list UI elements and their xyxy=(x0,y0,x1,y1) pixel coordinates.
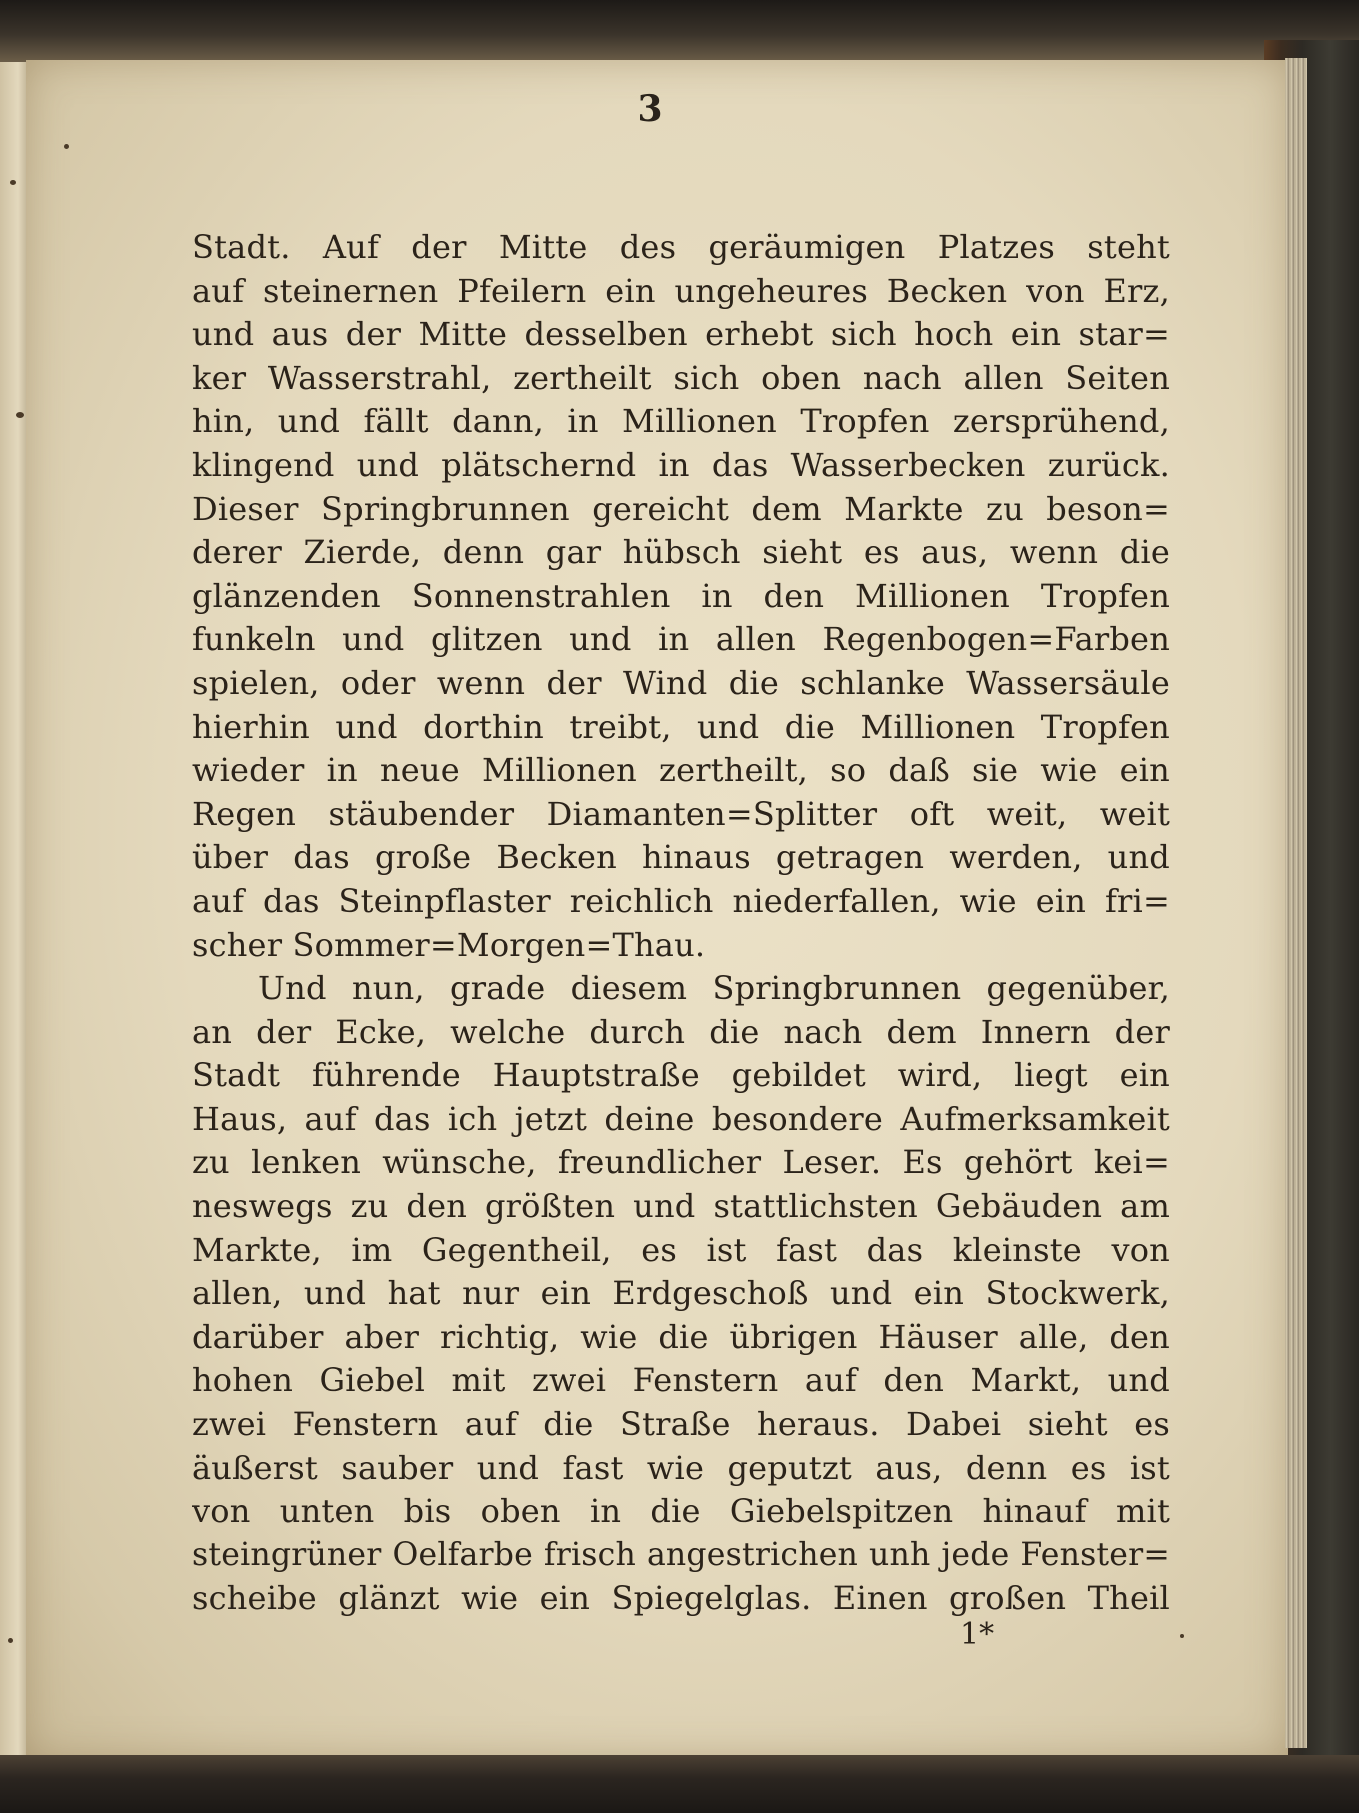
text-line: derer Zierde, denn gar hübsch sieht es aus, wenn die xyxy=(192,533,1170,572)
text-line: Regen stäubender Diamanten=Splitter oft weit, weit xyxy=(192,794,1170,833)
text-line: glänzenden Sonnenstrahlen in den Millionen Tropfen xyxy=(192,576,1170,615)
text-line: spielen, oder wenn der Wind die schlanke Wassersäule xyxy=(192,663,1170,702)
paper-speck xyxy=(16,412,24,418)
text-line: zu lenken wünsche, freundlicher Leser. Es gehört kei= xyxy=(192,1143,1170,1182)
body-text xyxy=(192,226,1170,1621)
text-line: Und nun, grade diesem Springbrunnen gegenüber, xyxy=(258,969,1170,1008)
page-stack-edges xyxy=(1285,58,1307,1748)
text-line: und aus der Mitte desselben erhebt sich hoch ein star= xyxy=(192,315,1170,354)
text-line: scheibe glänzt wie ein Spiegelglas. Einen großen Theil xyxy=(192,1579,1170,1618)
text-line: über das große Becken hinaus getragen werden, und xyxy=(192,838,1170,877)
page-number: 3 xyxy=(637,88,663,130)
text-line: äußerst sauber und fast wie geputzt aus, denn es ist xyxy=(192,1448,1170,1487)
book-binding-bottom xyxy=(0,1755,1359,1813)
text-line: an der Ecke, welche durch die nach dem Innern der xyxy=(192,1012,1170,1051)
text-line: hin, und fällt dann, in Millionen Tropfen zersprühend, xyxy=(192,402,1170,441)
text-line: ker Wasserstrahl, zertheilt sich oben nach allen Seiten xyxy=(192,358,1170,397)
text-line: Stadt führende Hauptstraße gebildet wird, liegt ein xyxy=(192,1056,1170,1095)
text-line: Dieser Springbrunnen gereicht dem Markte zu beson= xyxy=(192,489,1170,528)
text-line: neswegs zu den größten und stattlichsten Gebäuden am xyxy=(192,1187,1170,1226)
paper-speck xyxy=(8,1638,13,1643)
paper-speck xyxy=(10,180,16,185)
text-line: hierhin und dorthin treibt, und die Millionen Tropfen xyxy=(192,707,1170,746)
text-line: klingend und plätschernd in das Wasserbecken zurück. xyxy=(192,445,1170,484)
book-binding-top xyxy=(0,0,1359,62)
printer-signature-mark: 1* xyxy=(960,1617,995,1652)
paragraph-1 xyxy=(192,226,1170,967)
text-line: funkeln und glitzen und in allen Regenbogen=Farben xyxy=(192,620,1170,659)
text-line: zwei Fenstern auf die Straße heraus. Dabei sieht es xyxy=(192,1405,1170,1444)
text-line: Haus, auf das ich jetzt deine besondere Aufmerksamkeit xyxy=(192,1099,1170,1138)
text-line: Stadt. Auf der Mitte des geräumigen Platzes steht xyxy=(192,228,1170,266)
text-line: von unten bis oben in die Giebelspitzen hinauf mit xyxy=(192,1492,1170,1531)
text-line: auf das Steinpflaster reichlich niederfallen, wie ein fri= xyxy=(192,881,1170,920)
text-line: Markte, im Gegentheil, es ist fast das kleinste von xyxy=(192,1230,1170,1269)
text-line: darüber aber richtig, wie die übrigen Häuser alle, den xyxy=(192,1317,1170,1356)
paper-speck xyxy=(1180,1634,1184,1638)
text-line: allen, und hat nur ein Erdgeschoß und ein Stockwerk, xyxy=(192,1274,1170,1313)
text-line: auf steinernen Pfeilern ein ungeheures Becken von Erz, xyxy=(192,271,1170,310)
paper-speck xyxy=(64,144,69,149)
paragraph-2 xyxy=(192,967,1170,1621)
text-line: wieder in neue Millionen zertheilt, so daß sie wie ein xyxy=(192,751,1170,790)
text-line: steingrüner Oelfarbe frisch angestrichen unh jede Fenster= xyxy=(192,1536,1170,1573)
text-line: scher Sommer=Morgen=Thau. xyxy=(192,925,706,964)
text-line: hohen Giebel mit zwei Fenstern auf den Markt, und xyxy=(192,1361,1170,1400)
